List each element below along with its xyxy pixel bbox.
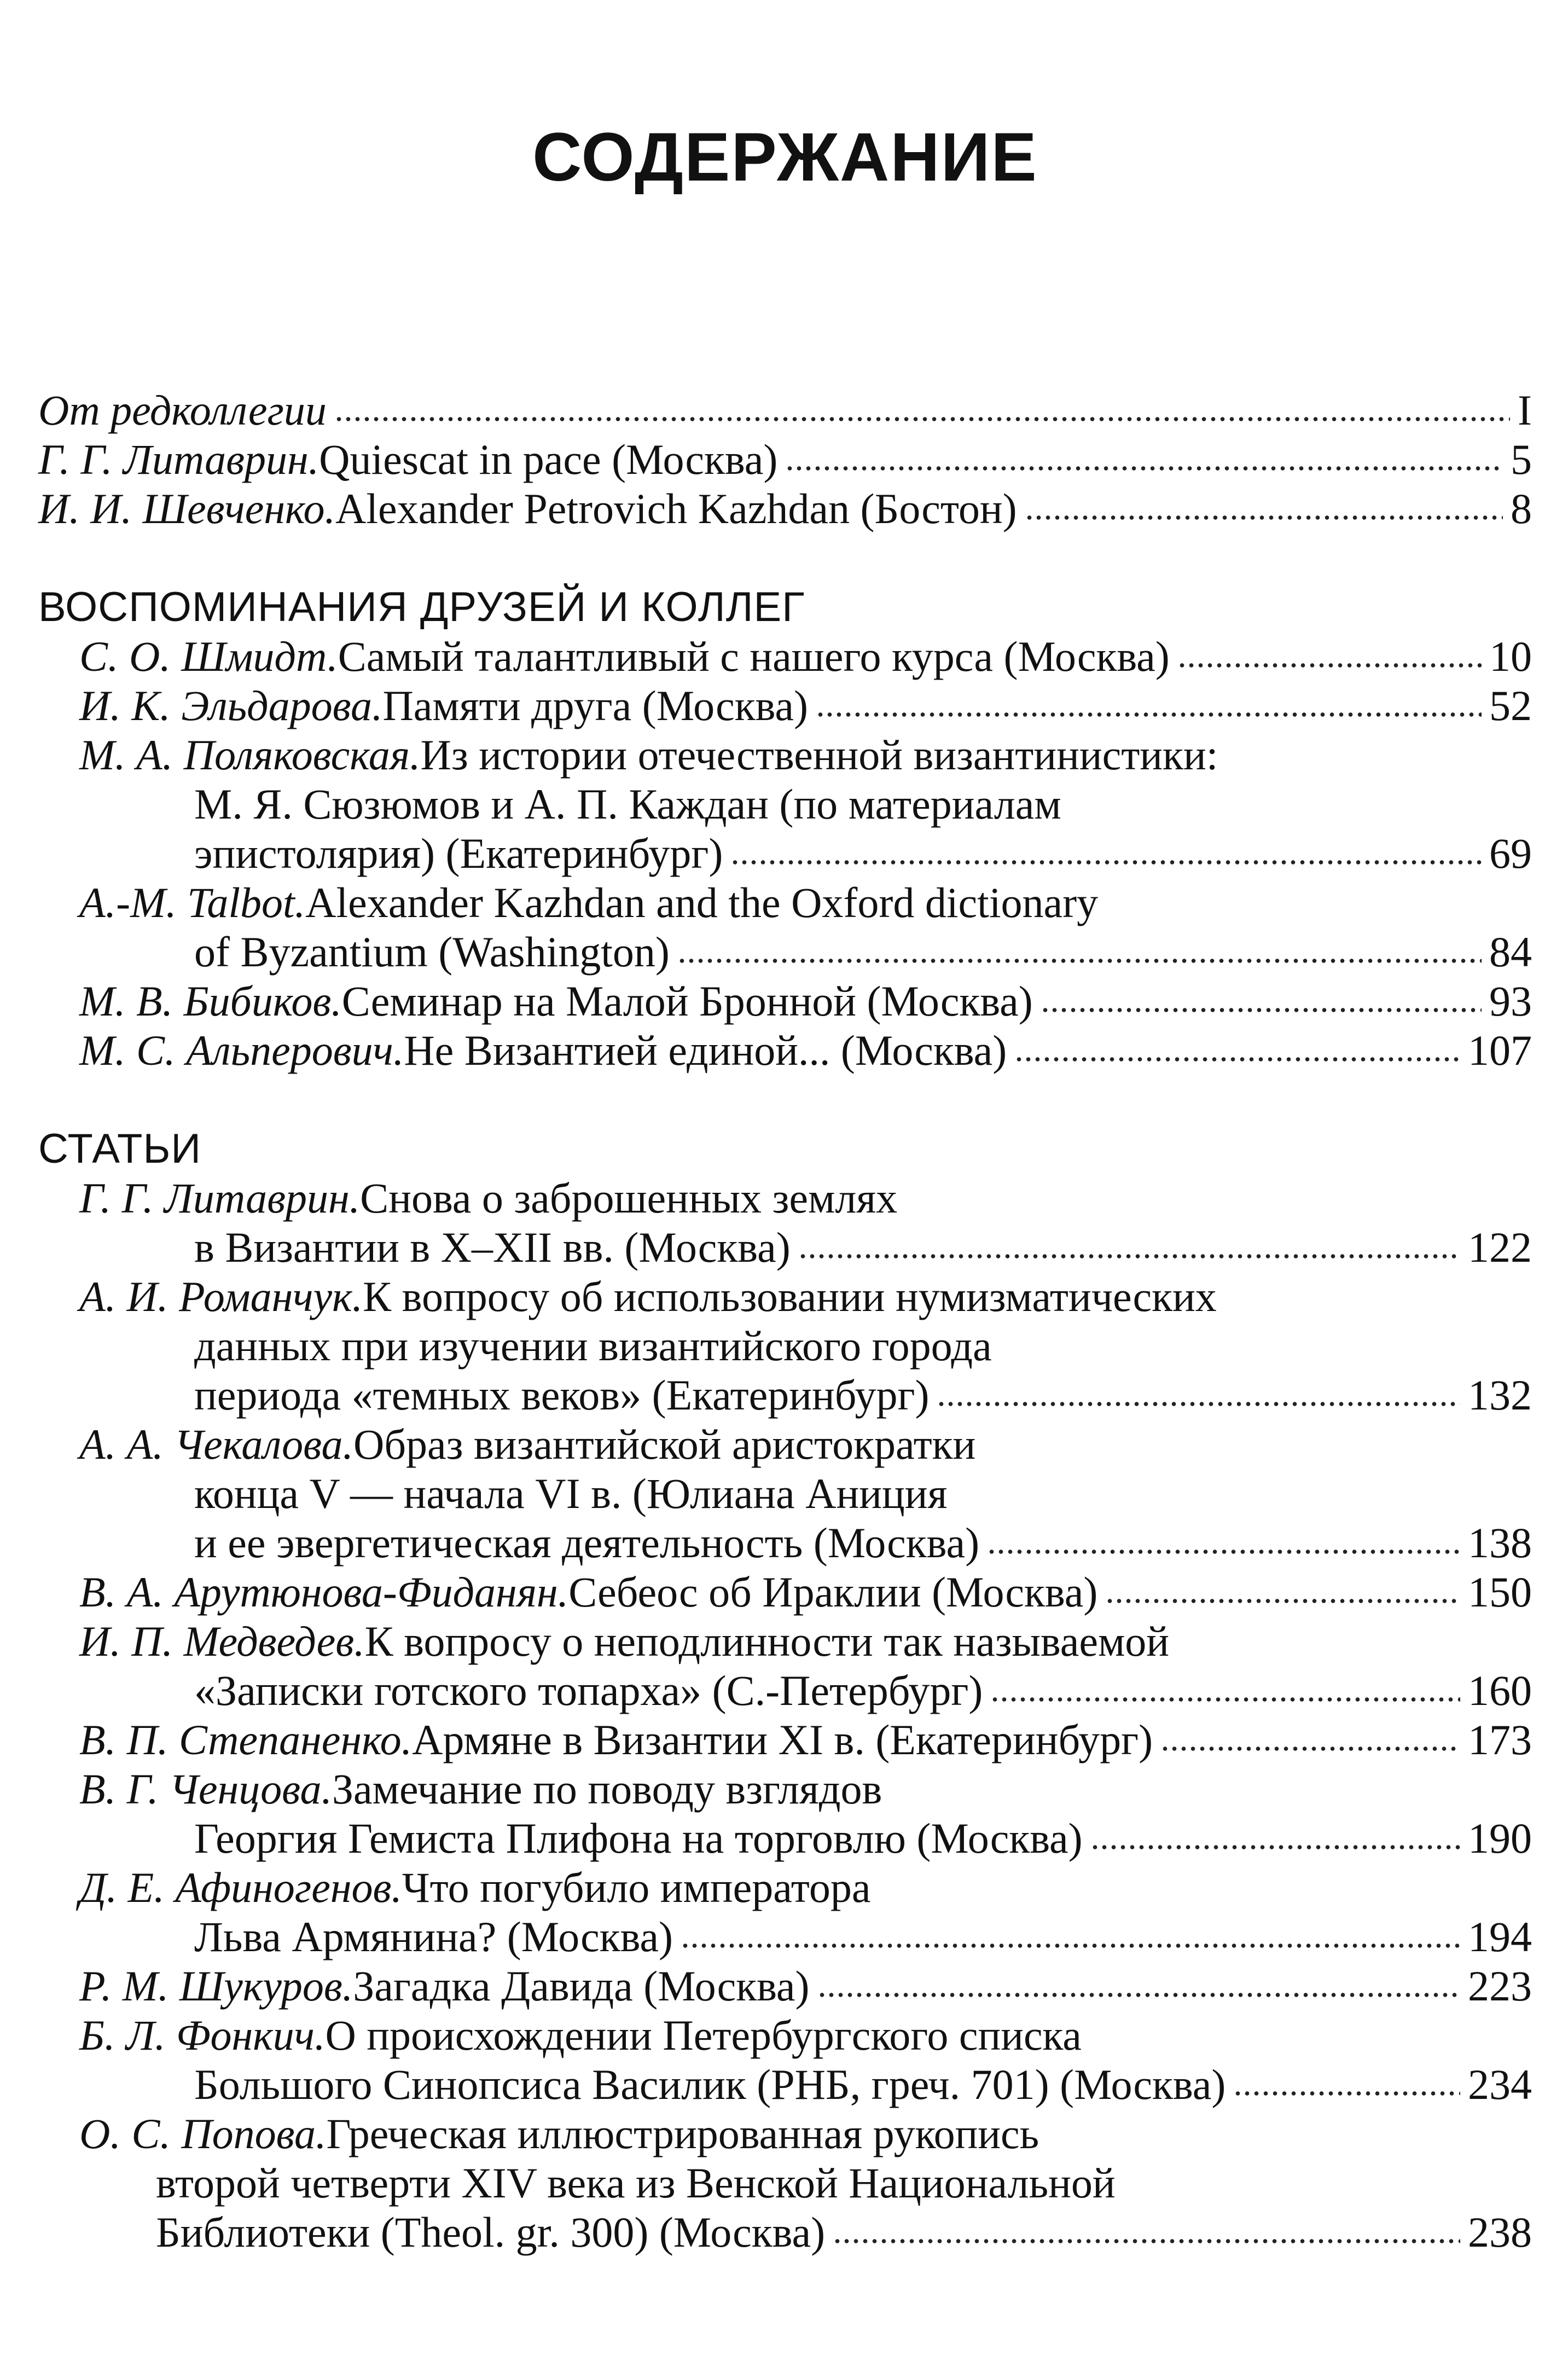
entry-title: Себеос об Ираклии (Москва) — [568, 1568, 1098, 1616]
entry-title: К вопросу о неподлинности так называемой — [364, 1617, 1170, 1665]
entry-title: О происхождении Петербургского списка — [325, 2011, 1082, 2059]
toc-entry-line — [38, 1962, 1532, 2011]
dot-leader — [1090, 1814, 1460, 1853]
toc-entry — [38, 1026, 1532, 1075]
dot-leader — [1025, 485, 1503, 523]
page-number: 5 — [1511, 436, 1532, 483]
section-heading: ВОСПОМИНАНИЯ ДРУЗЕЙ И КОЛЛЕГ — [38, 584, 805, 630]
dot-leader — [785, 436, 1503, 474]
toc-entry-line — [38, 1272, 1532, 1321]
entry-author: И. П. Медведев. — [79, 1617, 365, 1665]
toc-entry — [38, 1568, 1532, 1617]
page-number: 138 — [1468, 1519, 1532, 1567]
page-number: 52 — [1489, 682, 1532, 729]
toc-entry-continuation — [38, 1912, 1532, 1962]
toc-entry — [38, 1765, 1532, 1863]
entry-author: Г. Г. Литаврин. — [79, 1174, 361, 1222]
toc-entry-line — [38, 681, 1532, 730]
entry-author: А. А. Чекалова. — [79, 1420, 353, 1468]
toc-entry — [38, 1272, 1532, 1420]
section-spacer — [38, 1075, 1532, 1124]
toc-entry-line — [38, 435, 1532, 484]
entry-title: конца V — начала VI в. (Юлиана Аниция — [194, 1470, 948, 1517]
page-number: 132 — [1468, 1371, 1532, 1419]
page-number: 107 — [1468, 1026, 1532, 1074]
book-page — [38, 0, 1532, 2361]
dot-leader — [990, 1667, 1460, 1705]
entry-author: М. С. Альперович. — [79, 1026, 404, 1074]
entry-title: К вопросу об использовании нумизматических — [363, 1273, 1217, 1320]
dot-leader — [334, 386, 1510, 425]
dot-leader — [937, 1371, 1460, 1409]
toc-entry — [38, 632, 1532, 681]
toc-entry — [38, 484, 1532, 533]
toc-entry-line — [38, 2109, 1532, 2159]
entry-author: С. О. Шмидт. — [79, 633, 338, 680]
page-number: 122 — [1468, 1223, 1532, 1271]
dot-leader — [816, 682, 1482, 720]
entry-author: Д. Е. Афиногенов. — [79, 1864, 402, 1911]
entry-title: в Византии в X–XII вв. (Москва) — [194, 1223, 791, 1271]
toc-entry — [38, 1174, 1532, 1272]
dot-leader — [677, 928, 1482, 966]
entry-author: М. В. Бибиков. — [79, 977, 342, 1025]
page-number: 93 — [1489, 977, 1532, 1025]
dot-leader — [1014, 1026, 1460, 1065]
entry-title: Alexander Petrovich Kazhdan (Бостон) — [335, 485, 1017, 532]
toc-entry-continuation — [38, 927, 1532, 977]
dot-leader — [681, 1913, 1460, 1951]
section-heading: СТАТЬИ — [38, 1126, 201, 1172]
page-number: 69 — [1489, 829, 1532, 877]
toc-entry-continuation — [38, 1814, 1532, 1863]
entry-title: of Byzantium (Washington) — [194, 928, 670, 976]
entry-title: Греческая иллюстрированная рукопись — [326, 2110, 1039, 2157]
toc-entry — [38, 2109, 1532, 2257]
entry-title: Семинар на Малой Бронной (Москва) — [341, 977, 1033, 1025]
toc-entry — [38, 1617, 1532, 1715]
toc-entry-line — [38, 878, 1532, 927]
page-number: 8 — [1511, 485, 1532, 532]
entry-title: Большого Синопсиса Василик (РНБ, греч. 701) (Москва) — [194, 2061, 1226, 2108]
entry-author: В. А. Арутюнова-Фиданян. — [79, 1568, 569, 1616]
toc-entry-continuation — [38, 2159, 1532, 2208]
toc-entry-line — [38, 730, 1532, 780]
page-number: 238 — [1468, 2208, 1532, 2256]
toc-entry-line — [38, 2011, 1532, 2060]
entry-title: Армяне в Византии XI в. (Екатеринбург) — [412, 1716, 1153, 1764]
toc-entry-line — [38, 386, 1532, 435]
toc-entry — [38, 730, 1532, 878]
toc-entry — [38, 386, 1532, 435]
entry-title: «Записки готского топарха» (С.-Петербург) — [194, 1667, 983, 1714]
entry-title: Самый талантливый с нашего курса (Москва) — [338, 633, 1170, 680]
dot-leader — [817, 1962, 1460, 2000]
page-number: 84 — [1489, 928, 1532, 976]
entry-author: И. К. Эльдарова. — [79, 682, 383, 729]
toc-entry-line — [38, 1026, 1532, 1075]
dot-leader — [1177, 633, 1482, 671]
toc-entry — [38, 681, 1532, 730]
page-number: 160 — [1468, 1667, 1532, 1714]
entry-title: данных при изучении византийского города — [194, 1322, 992, 1370]
toc-entry-continuation — [38, 1371, 1532, 1420]
toc-entry-continuation — [38, 829, 1532, 878]
toc-entry-line — [38, 1420, 1532, 1469]
entry-title: и ее эвергетическая деятельность (Москва) — [194, 1519, 980, 1567]
entry-title: эпистолярия) (Екатеринбург) — [194, 829, 723, 877]
entry-author: И. И. Шевченко. — [38, 485, 336, 532]
dot-leader — [833, 2208, 1460, 2247]
toc-entry-line — [38, 1863, 1532, 1912]
entry-author: А. И. Романчук. — [79, 1273, 363, 1320]
toc-entry — [38, 1420, 1532, 1568]
entry-author: А.-М. Talbot. — [79, 879, 306, 926]
toc-entry-continuation — [38, 1666, 1532, 1715]
toc-entry-continuation — [38, 2060, 1532, 2109]
toc-entry-continuation — [38, 2208, 1532, 2257]
toc-entry-continuation — [38, 1518, 1532, 1568]
page-number: 173 — [1468, 1716, 1532, 1764]
entry-title: Не Византией единой... (Москва) — [404, 1026, 1007, 1074]
page-number: I — [1518, 386, 1532, 434]
dot-leader — [1233, 2061, 1460, 2099]
toc-entry-line — [38, 1715, 1532, 1765]
page-number: 194 — [1468, 1913, 1532, 1960]
entry-author: О. С. Попова. — [79, 2110, 327, 2157]
toc-entry — [38, 2011, 1532, 2109]
toc-entry-continuation — [38, 780, 1532, 829]
entry-title: Замечание по поводу взглядов — [332, 1765, 882, 1813]
toc-entry-line — [38, 1174, 1532, 1223]
entry-title: М. Я. Сюзюмов и А. П. Каждан (по материалам — [194, 780, 1061, 828]
entry-title: Из истории отечественной византинистики: — [420, 731, 1218, 779]
dot-leader — [1105, 1568, 1460, 1606]
entry-title: Библиотеки (Theol. gr. 300) (Москва) — [156, 2208, 826, 2256]
toc-entry-line — [38, 484, 1532, 533]
page-number: 223 — [1468, 1962, 1532, 2010]
entry-title: Alexander Kazhdan and the Oxford dictionary — [305, 879, 1099, 926]
toc-entry — [38, 878, 1532, 977]
entry-author: Б. Л. Фонкич. — [79, 2011, 326, 2059]
entry-author: М. А. Поляковская. — [79, 731, 421, 779]
entry-title: Льва Армянина? (Москва) — [194, 1913, 673, 1960]
entry-author: Г. Г. Литаврин. — [38, 436, 320, 483]
entry-title: Образ византийской аристократки — [353, 1420, 976, 1468]
toc-entry-continuation — [38, 1223, 1532, 1272]
dot-leader — [987, 1519, 1460, 1557]
entry-title: Что погубило императора — [402, 1864, 871, 1911]
toc-entry — [38, 435, 1532, 484]
table-of-contents — [38, 386, 1532, 2257]
page-number: 10 — [1489, 633, 1532, 680]
entry-title: Георгия Гемиста Плифона на торговлю (Москва) — [194, 1814, 1083, 1862]
entry-title: Quiescat in pace (Москва) — [319, 436, 778, 483]
dot-leader — [798, 1223, 1460, 1262]
page-title: СОДЕРЖАНИЕ — [532, 119, 1038, 195]
page-number: 234 — [1468, 2061, 1532, 2108]
toc-entry-line — [38, 1568, 1532, 1617]
entry-author: В. П. Степаненко. — [79, 1716, 413, 1764]
toc-entry — [38, 1962, 1532, 2011]
section-spacer — [38, 533, 1532, 583]
entry-title: Памяти друга (Москва) — [382, 682, 808, 729]
page-number: 190 — [1468, 1814, 1532, 1862]
toc-entry-continuation — [38, 1321, 1532, 1371]
toc-entry-line — [38, 1765, 1532, 1814]
toc-entry-line — [38, 632, 1532, 681]
entry-title: Загадка Давида (Москва) — [353, 1962, 810, 2010]
toc-entry-line — [38, 1617, 1532, 1666]
dot-leader — [1160, 1716, 1460, 1754]
dot-leader — [1041, 977, 1482, 1016]
entry-title: второй четверти XIV века из Венской Национальной — [156, 2159, 1116, 2207]
entry-title: Снова о заброшенных землях — [360, 1174, 898, 1222]
toc-entry — [38, 977, 1532, 1026]
toc-entry — [38, 1715, 1532, 1765]
entry-author: В. Г. Ченцова. — [79, 1765, 332, 1813]
page-number: 150 — [1468, 1568, 1532, 1616]
entry-title: периода «темных веков» (Екатеринбург) — [194, 1371, 930, 1419]
dot-leader — [730, 829, 1482, 868]
entry-author: От редколлегии — [38, 386, 327, 434]
entry-author: Р. М. Шукуров. — [79, 1962, 353, 2010]
toc-entry — [38, 1863, 1532, 1962]
toc-entry-line — [38, 977, 1532, 1026]
toc-entry-continuation — [38, 1469, 1532, 1518]
